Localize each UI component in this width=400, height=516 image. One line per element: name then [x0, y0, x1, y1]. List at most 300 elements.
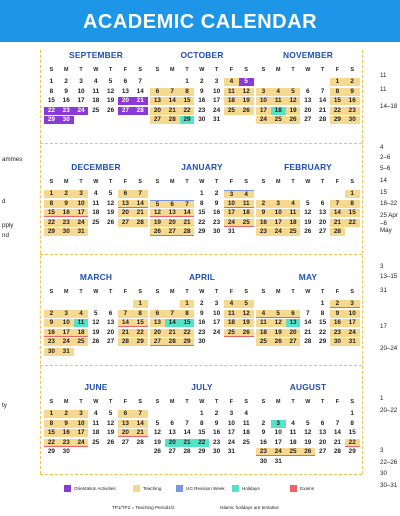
weekday-label: F: [123, 289, 128, 295]
side-note-right: 30–31: [380, 482, 398, 489]
weekday-label: T: [79, 399, 83, 405]
day-cell: 4: [291, 419, 295, 427]
side-note-right: –6 May: [380, 220, 392, 234]
day-cell: 11: [92, 419, 100, 427]
day-cell: 12: [150, 209, 165, 217]
day-cell: 29: [44, 116, 59, 124]
day-cell: 1: [350, 410, 354, 417]
day-cell: 20: [286, 329, 301, 337]
day-cell: 13: [150, 319, 165, 327]
weekday-label: S: [261, 289, 266, 295]
side-note-right: 2–6: [380, 154, 391, 161]
day-cell: 12: [239, 88, 254, 96]
day-cell: 20: [304, 106, 312, 114]
day-cell: 27: [150, 338, 165, 346]
day-cell: 27: [286, 338, 301, 346]
day-cell: 28: [180, 228, 195, 236]
day-cell: 7: [180, 200, 195, 208]
day-cell: 5: [306, 199, 310, 207]
day-cell: 4: [74, 310, 89, 318]
day-cell: 5: [286, 88, 301, 96]
month-title: MAY: [298, 272, 318, 282]
month-title: OCTOBER: [180, 50, 224, 60]
day-cell: 23: [256, 448, 271, 456]
day-cell: 10: [271, 209, 286, 217]
day-cell: 29: [348, 448, 356, 455]
divider: [40, 254, 362, 255]
side-note-right: 11: [380, 72, 387, 79]
day-cell: 6: [286, 310, 301, 318]
day-cell: 27: [319, 228, 327, 235]
day-cell: 2: [214, 410, 219, 417]
side-note-right: 13–15: [380, 273, 398, 280]
day-cell: 22: [330, 107, 345, 115]
day-cell: 5: [239, 78, 254, 86]
day-cell: 3: [74, 410, 89, 418]
day-cell: 23: [345, 107, 360, 115]
day-cell: 7: [165, 310, 180, 318]
month-title: AUGUST: [289, 382, 327, 392]
day-cell: 3: [214, 78, 219, 85]
month-april: [150, 272, 254, 352]
day-cell: 2: [261, 419, 266, 427]
day-cell: 4: [286, 200, 301, 208]
day-cell: 28: [136, 438, 144, 446]
day-cell: 18: [256, 329, 271, 337]
day-cell: 20: [118, 97, 133, 105]
side-note-right: 11: [380, 86, 387, 93]
weekday-label: W: [93, 399, 99, 405]
month-october: [150, 50, 254, 130]
day-cell: 25: [286, 228, 301, 236]
day-cell: 29: [133, 338, 148, 346]
day-cell: 30: [198, 116, 206, 123]
day-cell: 5: [108, 410, 113, 417]
side-note-right: 20–22: [380, 407, 398, 414]
day-cell: 17: [213, 97, 221, 104]
day-cell: 23: [213, 438, 221, 446]
weekday-label: M: [275, 399, 281, 405]
day-cell: 1: [180, 300, 195, 308]
weekday-label: S: [155, 67, 160, 73]
weekday-label: T: [291, 399, 295, 405]
day-cell: 22: [44, 219, 59, 227]
weekday-label: M: [63, 67, 69, 73]
day-cell: 29: [180, 116, 195, 124]
day-cell: 10: [74, 420, 89, 428]
day-cell: 16: [330, 319, 345, 327]
day-cell: 4: [94, 410, 98, 417]
day-cell: 7: [165, 88, 180, 96]
day-cell: 15: [180, 319, 195, 327]
day-cell: 27: [168, 448, 176, 455]
day-cell: 2: [345, 78, 360, 86]
day-cell: 4: [94, 190, 98, 197]
day-cell: 9: [59, 420, 74, 428]
day-cell: 28: [183, 448, 191, 455]
day-cell: 31: [274, 457, 282, 465]
day-cell: 11: [271, 97, 286, 105]
day-cell: 22: [345, 219, 360, 227]
day-cell: 12: [107, 199, 115, 207]
day-cell: 15: [133, 319, 148, 327]
day-cell: 9: [200, 87, 204, 95]
day-cell: 8: [44, 420, 59, 428]
day-cell: 25: [256, 338, 271, 346]
weekday-label: S: [244, 399, 248, 405]
day-cell: 24: [256, 116, 271, 124]
day-cell: 14: [133, 200, 148, 208]
weekday-label: F: [335, 67, 340, 73]
day-cell: 7: [133, 190, 148, 198]
month-september: [44, 50, 148, 130]
day-cell: 18: [92, 209, 100, 216]
day-cell: 21: [133, 429, 148, 437]
weekday-label: M: [169, 179, 175, 185]
weekday-label: F: [335, 179, 340, 185]
day-cell: 8: [350, 419, 354, 427]
day-cell: 19: [286, 107, 301, 115]
side-note-right: 22–26: [380, 459, 398, 466]
month-title: FEBRUARY: [284, 162, 332, 172]
day-cell: 17: [59, 329, 74, 337]
day-cell: 23: [198, 106, 206, 114]
weekday-label: T: [214, 289, 219, 295]
day-cell: 29: [330, 116, 345, 124]
weekday-label: S: [350, 289, 354, 295]
day-cell: 30: [330, 338, 345, 346]
day-cell: 2: [330, 300, 345, 308]
weekday-label: T: [320, 67, 325, 73]
day-cell: 16: [213, 209, 221, 216]
day-cell: 27: [107, 338, 115, 345]
day-cell: 13: [319, 209, 327, 216]
day-cell: 25: [286, 448, 301, 456]
day-cell: 23: [330, 329, 345, 337]
day-cell: 1: [320, 300, 325, 307]
weekday-label: M: [169, 67, 175, 73]
day-cell: 18: [242, 429, 250, 436]
month-title: MARCH: [79, 272, 113, 282]
header-bar: [0, 0, 400, 42]
day-cell: 21: [165, 107, 180, 115]
day-cell: 8: [200, 199, 204, 207]
day-cell: 12: [92, 319, 100, 326]
side-note-right: 17: [380, 323, 387, 330]
day-cell: 7: [320, 87, 325, 95]
day-cell: 26: [271, 338, 286, 346]
day-cell: 26: [107, 438, 115, 446]
day-cell: 31: [227, 228, 235, 235]
day-cell: 8: [345, 200, 360, 208]
day-cell: 4: [239, 190, 254, 198]
day-cell: 15: [330, 97, 345, 105]
day-cell: 30: [213, 448, 221, 455]
side-note-right: 14: [380, 177, 387, 184]
day-cell: 30: [59, 228, 74, 236]
day-cell: 18: [92, 97, 100, 104]
day-cell: 15: [348, 429, 356, 436]
day-cell: 29: [44, 228, 59, 236]
day-cell: 16: [198, 97, 206, 104]
weekday-label: T: [79, 289, 83, 295]
weekday-label: T: [214, 399, 219, 405]
weekday-label: T: [291, 179, 295, 185]
day-cell: 6: [108, 309, 113, 317]
day-cell: 20: [165, 219, 180, 227]
day-cell: 5: [94, 309, 98, 317]
weekday-label: W: [305, 399, 311, 405]
day-cell: 27: [118, 219, 133, 227]
day-cell: 10: [59, 319, 74, 327]
day-cell: 9: [330, 310, 345, 318]
weekday-label: F: [229, 399, 234, 405]
day-cell: 5: [239, 300, 254, 308]
day-cell: 26: [300, 448, 315, 456]
day-cell: 7: [330, 200, 345, 208]
legend-label: Orientation Activities: [74, 486, 116, 491]
day-cell: 17: [256, 107, 271, 115]
day-cell: 9: [345, 88, 360, 96]
month-title: NOVEMBER: [283, 50, 333, 60]
day-cell: 12: [286, 97, 301, 105]
day-cell: 16: [256, 219, 271, 227]
weekday-label: T: [108, 179, 113, 185]
day-cell: 15: [198, 209, 206, 216]
day-cell: 21: [333, 438, 341, 446]
day-cell: 18: [271, 107, 286, 115]
day-cell: 30: [62, 448, 70, 455]
weekday-label: T: [185, 289, 189, 295]
day-cell: 26: [107, 218, 115, 226]
weekday-label: S: [261, 179, 266, 185]
day-cell: 12: [271, 319, 286, 327]
day-cell: 16: [259, 438, 267, 446]
day-cell: 10: [345, 310, 360, 318]
day-cell: 18: [239, 209, 254, 217]
day-cell: 8: [200, 419, 204, 427]
day-cell: 9: [44, 319, 59, 327]
weekday-label: T: [291, 67, 295, 73]
day-cell: 2: [59, 410, 74, 418]
day-cell: 21: [165, 329, 180, 337]
day-cell: 28: [319, 116, 327, 123]
day-cell: 11: [92, 199, 100, 207]
day-cell: 21: [304, 328, 312, 336]
weekday-label: M: [169, 399, 175, 405]
day-cell: 17: [274, 438, 282, 446]
day-cell: 14: [304, 319, 312, 326]
day-cell: 16: [213, 429, 221, 436]
day-cell: 23: [256, 228, 271, 236]
day-cell: 24: [227, 438, 235, 446]
day-cell: 19: [150, 219, 165, 227]
day-cell: 9: [261, 429, 266, 436]
day-cell: 15: [180, 97, 195, 105]
day-cell: 5: [108, 190, 113, 197]
day-cell: 13: [319, 429, 327, 436]
day-cell: 9: [200, 309, 204, 317]
day-cell: 10: [227, 419, 235, 427]
weekday-label: W: [305, 67, 311, 73]
day-cell: 28: [133, 219, 148, 227]
weekday-label: S: [49, 399, 54, 405]
day-cell: 7: [335, 419, 340, 427]
day-cell: 6: [123, 78, 128, 85]
legend-label: Holidays: [242, 486, 260, 491]
weekday-label: W: [93, 67, 99, 73]
day-cell: 3: [345, 300, 360, 308]
weekday-label: S: [138, 399, 142, 405]
divider: [40, 365, 362, 366]
weekday-label: W: [199, 399, 205, 405]
day-cell: 17: [74, 429, 89, 437]
day-cell: 27: [304, 116, 312, 123]
day-cell: 19: [239, 97, 254, 105]
day-cell: 14: [319, 97, 327, 104]
side-note-right: 30: [380, 470, 387, 477]
side-note-left: pply: [2, 222, 14, 229]
day-cell: 16: [198, 319, 206, 326]
day-cell: 10: [256, 97, 271, 105]
weekday-label: S: [155, 399, 160, 405]
day-cell: 22: [180, 329, 195, 337]
day-cell: 7: [118, 310, 133, 318]
day-cell: 5: [271, 310, 286, 318]
day-cell: 1: [44, 410, 59, 418]
day-cell: 20: [319, 218, 327, 226]
note-islamic-holidays: Islamic holidays are tentative: [220, 505, 279, 510]
day-cell: 20: [118, 209, 133, 217]
day-cell: 1: [345, 190, 360, 198]
day-cell: 13: [150, 97, 165, 105]
month-march: [44, 272, 148, 355]
weekday-label: W: [305, 289, 311, 295]
day-cell: 8: [44, 200, 59, 208]
day-cell: 4: [224, 300, 239, 308]
day-cell: 15: [44, 429, 59, 437]
day-cell: 24: [345, 329, 360, 337]
weekday-label: M: [275, 289, 281, 295]
side-note-right: 14–18: [380, 103, 398, 110]
weekday-label: T: [320, 289, 325, 295]
day-cell: 20: [150, 107, 165, 115]
day-cell: 3: [229, 410, 234, 417]
day-cell: 17: [213, 319, 221, 326]
side-note-right: 3: [380, 447, 384, 454]
day-cell: 25: [242, 438, 250, 446]
day-cell: 6: [306, 87, 310, 95]
day-cell: 29: [319, 338, 327, 345]
day-cell: 17: [345, 319, 360, 327]
day-cell: 30: [213, 228, 221, 235]
day-cell: 5: [155, 419, 160, 427]
day-cell: 16: [59, 209, 74, 217]
day-cell: 11: [74, 319, 89, 327]
day-cell: 19: [271, 329, 286, 337]
weekday-label: F: [229, 67, 234, 73]
day-cell: 19: [107, 97, 115, 104]
day-cell: 22: [319, 328, 327, 336]
day-cell: 9: [214, 199, 219, 207]
day-cell: 31: [59, 348, 74, 356]
weekday-label: S: [49, 67, 54, 73]
weekday-label: W: [199, 289, 205, 295]
day-cell: 22: [345, 439, 360, 447]
day-cell: 2: [200, 300, 204, 307]
month-july: [150, 382, 254, 462]
day-cell: 15: [44, 209, 59, 217]
weekday-label: T: [320, 399, 325, 405]
day-cell: 10: [74, 200, 89, 208]
weekday-label: T: [214, 179, 219, 185]
weekday-label: T: [185, 399, 189, 405]
month-august: [256, 382, 360, 465]
day-cell: 4: [94, 78, 98, 85]
day-cell: 11: [256, 319, 271, 327]
day-cell: 2: [64, 78, 68, 85]
day-cell: 13: [118, 420, 133, 428]
weekday-label: M: [63, 289, 69, 295]
day-cell: 2: [59, 190, 74, 198]
side-note-right: 20–24: [380, 345, 398, 352]
day-cell: 19: [304, 438, 312, 446]
weekday-label: F: [335, 289, 340, 295]
weekday-label: S: [350, 399, 354, 405]
month-december: [44, 162, 148, 242]
weekday-label: S: [261, 399, 266, 405]
day-cell: 26: [286, 116, 301, 124]
day-cell: 20: [319, 438, 327, 446]
weekday-label: M: [63, 399, 69, 405]
weekday-label: F: [123, 399, 128, 405]
day-cell: 8: [330, 88, 345, 96]
day-cell: 7: [185, 419, 189, 427]
day-cell: 10: [213, 309, 221, 317]
day-cell: 11: [92, 87, 100, 95]
day-cell: 15: [47, 97, 55, 104]
day-cell: 24: [224, 219, 239, 227]
day-cell: 30: [345, 116, 360, 124]
day-cell: 22: [194, 439, 209, 447]
weekday-label: T: [108, 289, 113, 295]
month-title: DECEMBER: [71, 162, 121, 172]
month-title: JANUARY: [181, 162, 223, 172]
day-cell: 3: [271, 200, 286, 208]
day-cell: 16: [44, 329, 59, 337]
day-cell: 6: [165, 200, 180, 208]
month-november: [256, 50, 360, 130]
day-cell: 13: [107, 319, 115, 326]
weekday-label: M: [169, 289, 175, 295]
month-title: APRIL: [188, 272, 216, 282]
day-cell: 24: [59, 338, 74, 346]
day-cell: 10: [77, 87, 85, 95]
day-cell: 26: [153, 448, 161, 455]
day-cell: 9: [214, 419, 219, 427]
weekday-label: S: [155, 289, 160, 295]
day-cell: 14: [133, 420, 148, 428]
day-cell: 8: [180, 310, 195, 318]
day-cell: 9: [64, 87, 68, 95]
day-cell: 31: [227, 448, 235, 455]
day-cell: 1: [185, 78, 189, 85]
day-cell: 13: [121, 87, 129, 95]
weekday-label: S: [350, 179, 354, 185]
day-cell: 28: [304, 338, 312, 345]
day-cell: 23: [59, 107, 74, 115]
legend-label: Exams: [300, 486, 315, 491]
